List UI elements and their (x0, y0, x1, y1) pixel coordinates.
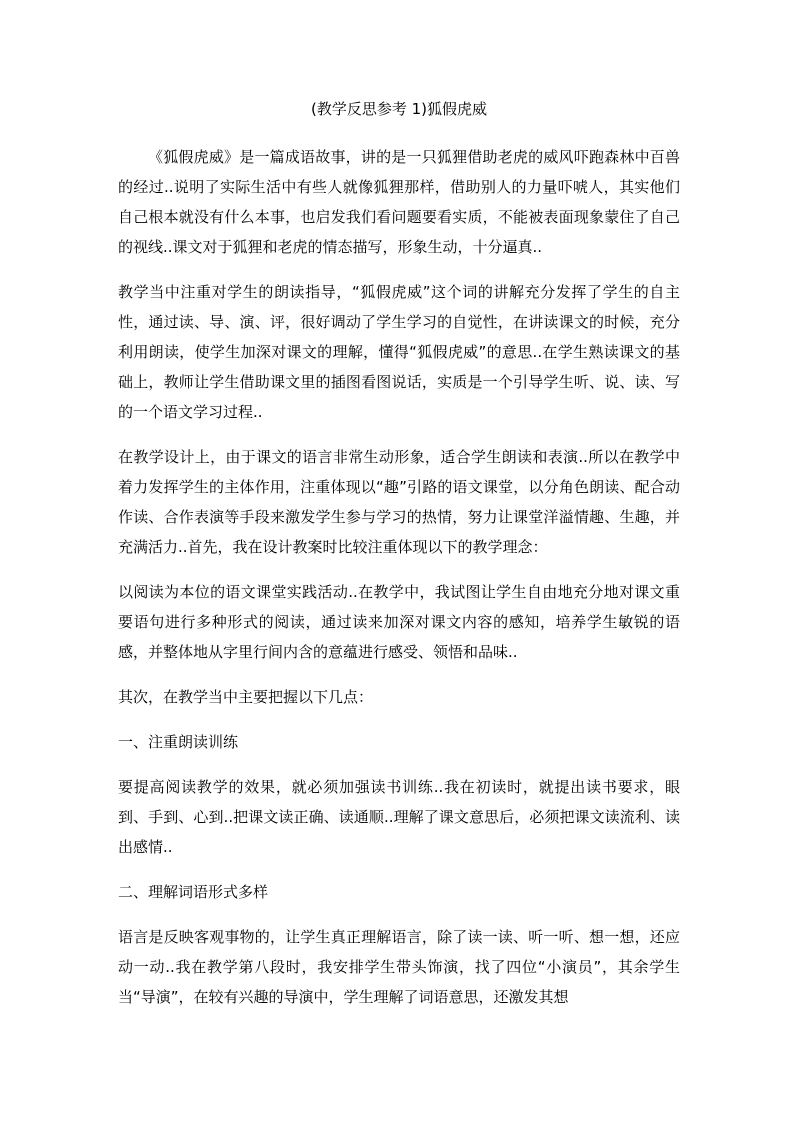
document-page (118, 98, 680, 1027)
paragraph-intro: 《狐假虎威》是一篇成语故事，讲的是一只狐狸借助老虎的威风吓跑森林中百兽的经过..说明了实际生活中有些人就像狐狸那样，借助别人的力量吓唬人，其实他们自己根本就没有什么本事，也启发我们看问题要看实质，不能被表面现象蒙住了自己的视线..课文对于狐狸和老虎的情态描写，形象生动，十分逼真.. (118, 148, 680, 256)
paragraph-word-understanding: 语言是反映客观事物的，让学生真正理解语言，除了读一读、听一听、想一想，还应动一动..我在教学第八段时，我安排学生带头饰演，找了四位“小演员”，其余学生当“导演”，在较有兴趣的导演中，学生理解了词语意思，还激发其想 (118, 928, 680, 1006)
paragraph-reading-practice: 以阅读为本位的语文课堂实践活动..在教学中，我试图让学生自由地充分地对课文重要语句进行多种形式的阅读，通过读来加深对课文内容的感知，培养学生敏锐的语感，并整体地从字里行间内含的意蕴进行感受、领悟和品味.. (118, 583, 680, 661)
section-heading-reading-training: 一、注重朗读训练 (118, 733, 239, 751)
document-title: (教学反思参考 1)狐假虎威 (310, 100, 488, 118)
paragraph-reading-guidance: 教学当中注重对学生的朗读指导，“狐假虎威”这个词的讲解充分发挥了学生的自主性，通过读、导、演、评，很好调动了学生学习的自觉性，在讲读课文的时候，充分利用朗读，使学生加深对课文的理解，懂得“狐假虎威”的意思..在学生熟读课文的基础上，教师让学生借助课文里的插图看图说话，实质是一个引导学生听、说、读、写的一个语文学习过程.. (118, 283, 680, 421)
paragraph-secondly: 其次，在教学当中主要把握以下几点： (118, 688, 374, 706)
paragraph-teaching-design: 在教学设计上，由于课文的语言非常生动形象，适合学生朗读和表演..所以在教学中着力发挥学生的主体作用，注重体现以“趣”引路的语文课堂，以分角色朗读、配合动作读、合作表演等手段来激发学生参与学习的热情，努力让课堂洋溢情趣、生趣，并充满活力..首先，我在设计教案时比较注重体现以下的教学理念： (118, 448, 680, 556)
paragraph-reading-training: 要提高阅读教学的效果，就必须加强读书训练..我在初读时，就提出读书要求，眼到、手到、心到..把课文读正确、读通顺..理解了课文意思后，必须把课文读流利、读出感情.. (118, 778, 680, 856)
section-heading-word-understanding: 二、理解词语形式多样 (118, 883, 269, 901)
